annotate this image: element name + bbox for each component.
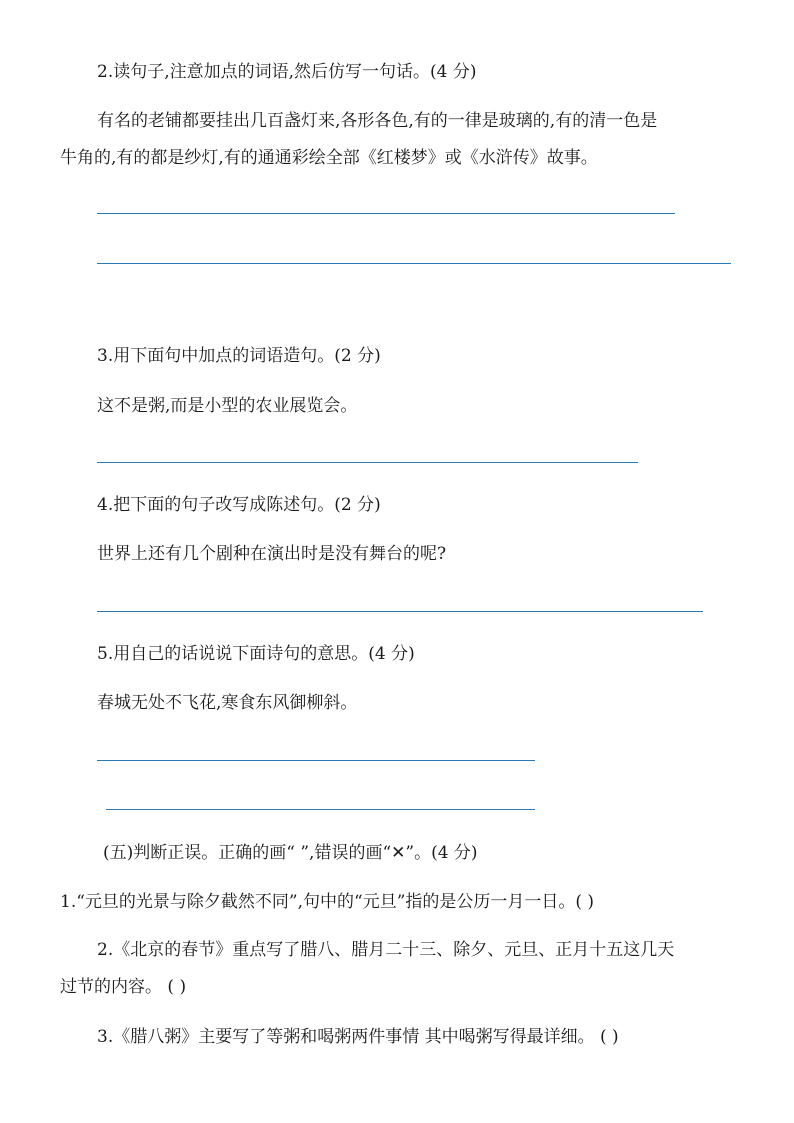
answer-line[interactable] bbox=[97, 760, 535, 761]
answer-line[interactable] bbox=[97, 611, 703, 612]
tf-item-3: 3.《腊八粥》主要写了等粥和喝粥两件事情 其中喝粥写得最详细。 ( ) bbox=[97, 1027, 619, 1047]
q4-title: 4.把下面的句子改写成陈述句。(2 分) bbox=[97, 495, 381, 515]
q3-title: 3.用下面句中加点的词语造句。(2 分) bbox=[97, 346, 381, 366]
q5-title: 5.用自己的话说说下面诗句的意思。(4 分) bbox=[97, 644, 415, 664]
q2-sentence-line1: 有名的老铺都要挂出几百盏灯来,各形各色,有的一律是玻璃的,有的清一色是 bbox=[97, 111, 658, 131]
tf-item-2-line2: 过节的内容。 ( ) bbox=[60, 977, 187, 997]
q2-title: 2.读句子,注意加点的词语,然后仿写一句话。(4 分) bbox=[97, 62, 477, 82]
tf-item-2-line1: 2.《北京的春节》重点写了腊八、腊月二十三、除夕、元旦、正月十五这几天 bbox=[97, 940, 675, 960]
q3-sentence: 这不是粥,而是小型的农业展览会。 bbox=[97, 396, 358, 416]
answer-line[interactable] bbox=[97, 462, 638, 463]
q5-sentence: 春城无处不飞花,寒食东风御柳斜。 bbox=[97, 693, 358, 713]
tf-item-1: 1.“元旦的光景与除夕截然不同”,句中的“元旦”指的是公历一月一日。( ) bbox=[60, 892, 595, 912]
section5-title: (五)判断正误。正确的画“ ”,错误的画“✕”。(4 分) bbox=[103, 843, 478, 863]
q4-sentence: 世界上还有几个剧种在演出时是没有舞台的呢? bbox=[97, 544, 447, 564]
q2-sentence-line2: 牛角的,有的都是纱灯,有的通通彩绘全部《红楼梦》或《水浒传》故事。 bbox=[60, 148, 598, 168]
answer-line[interactable] bbox=[97, 263, 731, 264]
answer-line[interactable] bbox=[97, 213, 675, 214]
answer-line[interactable] bbox=[106, 809, 535, 810]
